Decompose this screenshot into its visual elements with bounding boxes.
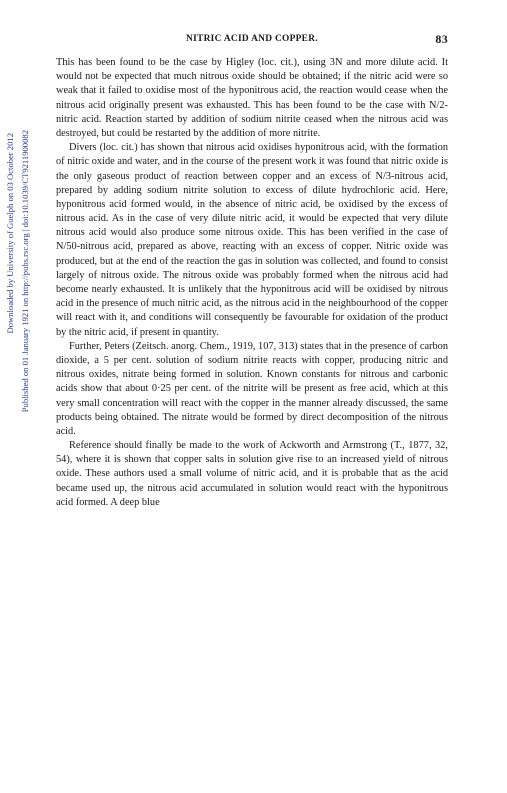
publication-notice: Published on 01 January 1921 on http://pubs.rsc.org | doi:10.1039/CT9211900082 <box>20 130 30 413</box>
paragraph: Further, Peters (Zeitsch. anorg. Chem., 1919, 107, 313) states that in the presence of carbon dioxide, a 5 per cent. solution of sodium nitrite reacts with copper, producing nitric and nitrous oxides, nitrate being formed in solution. Known constants for nitrous and carbonic acids show that about 0·25 per cent. of the nitrite will be present as free acid, which at this very small concentration will react with the copper in the manner already discussed, the same products being obtained. The nitrate would be formed by direct decomposition of the nitrous acid. <box>56 340 448 437</box>
running-header <box>56 33 448 47</box>
paragraph: This has been found to be the case by Higley (loc. cit.), using 3N and more dilute acid. It would not be expected that much nitrous oxide should be obtained; if the nitric acid were so weak that it failed to oxidise most of the hyponitrous acid, the reaction would cease when the nitrous acid originally present was exhausted. This has been found to be the case with N/2-nitric acid. Reaction started by addition of sodium nitrite ceased when the nitrous acid was destroyed, but could be restarted by the addition of more nitrite. <box>56 57 448 139</box>
download-notice: Downloaded by University of Guelph on 03 October 2012 <box>5 133 15 334</box>
page-number: 83 <box>435 32 448 46</box>
paragraph: Divers (loc. cit.) has shown that nitrous acid oxidises hyponitrous acid, with the formation of nitric oxide and water, and in the course of the present work it was found that nitric oxide is the only gaseous product of reaction between copper and an excess of N/3-nitrous acid, prepared by adding sodium nitrite solution to excess of dilute hydrochloric acid. Here, hyponitrous acid formed would, in the absence of nitric acid, be oxidised by the excess of nitrous acid. As in the case of very dilute nitric acid, it would be expected that very dilute nitrous acid would also produce some nitrous oxide. This has been verified in the case of N/50-nitrous acid, prepared as above, reacting with an excess of copper. Nitric oxide was produced, but at the end of the reaction the gas in solution was collected, and found to consist largely of nitrous oxide. The nitrous oxide was probably formed when the nitrous acid had become nearly exhausted. It is unlikely that the hyponitrous acid will be oxidised by nitrous acid in the presence of much nitric acid, as the nitrous acid in the neighbourhood of the copper will react with it, and conditions will consequently be favourable for oxidation of the product by the nitric acid, if present in quantity. <box>56 142 448 338</box>
paragraph: Reference should finally be made to the work of Ackworth and Armstrong (T., 1877, 32, 54), where it is shown that copper salts in solution give rise to an increased yield of nitrous oxide. These authors used a small volume of nitric acid, and it is probable that as the acid became used up, the nitrous acid accumulated in solution would react with the hyponitrous acid formed. A deep blue <box>56 440 448 508</box>
running-title: NITRIC ACID AND COPPER. <box>186 34 318 44</box>
article-body <box>56 56 448 510</box>
